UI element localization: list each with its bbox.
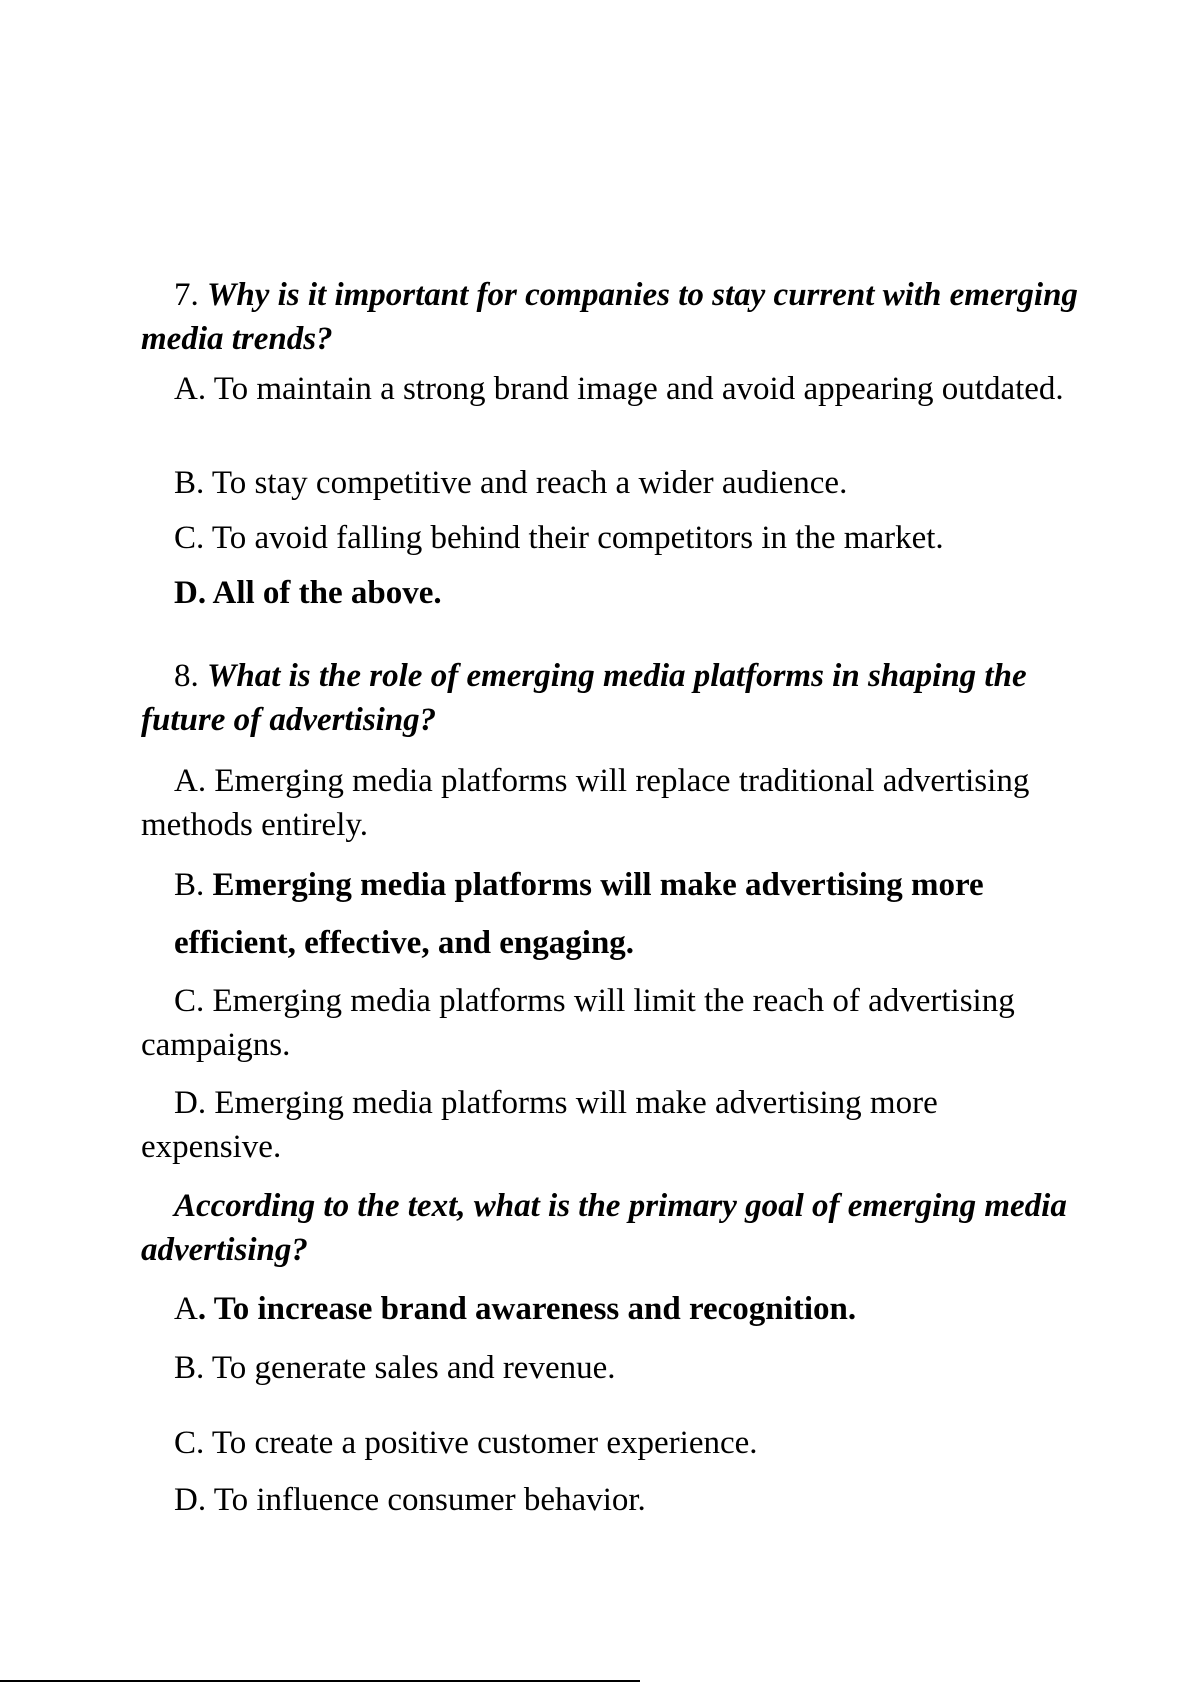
option-prefix: C. [174,520,212,556]
option-text: efficient, effective, and engaging. [174,925,635,961]
option-prefix: A [174,1291,198,1327]
option-prefix: B. [174,867,213,903]
option-text: To generate sales and revenue. [211,1350,616,1386]
option-text: Emerging media platforms will make advertising more [212,867,984,903]
question-number: 7. [174,277,207,313]
option-text: To stay competitive and reach a wider audience. [211,465,848,501]
option-prefix: D. [174,1482,214,1518]
option-text: To influence consumer behavior. [213,1482,646,1518]
option-prefix: A. [174,371,214,407]
question-number: 8. [174,658,207,694]
option-prefix: C. [174,1425,212,1461]
option-prefix: B. [174,465,212,501]
option-text: To create a positive customer experience. [211,1425,758,1461]
option-text: Emerging media platforms will limit the reach of advertising campaigns. [141,983,1023,1063]
option-prefix: D. [174,1085,215,1121]
question-text: What is the role of emerging media platforms in shaping the future of advertising? [141,658,1035,738]
option-text: D. All of the above. [174,575,442,611]
question-text: Why is it important for companies to stay current with emerging media trends? [141,277,1087,357]
option-prefix: B. [174,1350,212,1386]
option-text: To avoid falling behind their competitors in the market. [211,520,944,556]
page-bottom-rule [0,1680,640,1682]
question-text: According to the text, what is the primary goal of emerging media advertising? [141,1188,1076,1268]
option-text: . To increase brand awareness and recognition. [197,1291,857,1327]
option-prefix: A. [174,763,215,799]
option-text: Emerging media platforms will make advertising more expensive. [141,1085,946,1165]
q9-option-d [141,1434,1081,1566]
option-prefix: C. [174,983,213,1019]
option-text: To maintain a strong brand image and avoid appearing outdated. [213,371,1064,407]
option-text: Emerging media platforms will replace traditional advertising methods entirely. [141,763,1038,843]
